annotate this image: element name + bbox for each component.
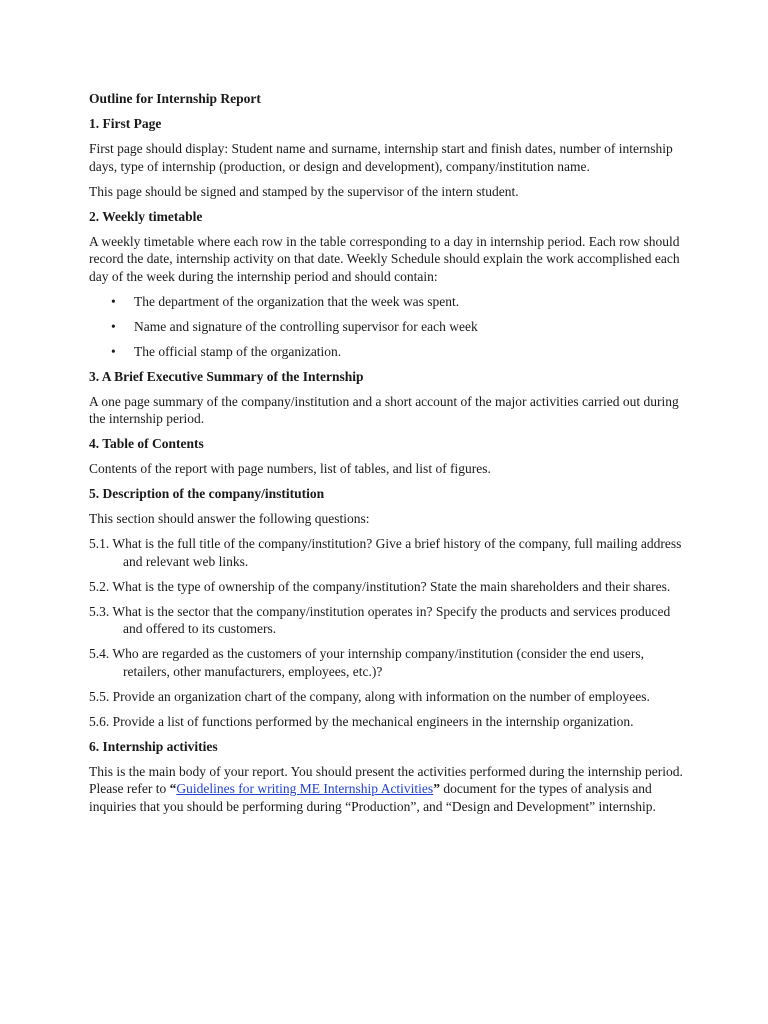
numbered-item: 5.2. What is the type of ownership of the company/institution? State the main shareholders and their shares. — [89, 578, 671, 594]
section-6-heading: 6. Internship activities — [89, 738, 218, 754]
document-title: Outline for Internship Report — [89, 91, 261, 106]
section-2-paragraph-1: A weekly timetable where each row in the table corresponding to a day in internship period. Each row should record the date, internship activity on that date. Weekly Schedule should explain the work accomplished each day of the week during the internship period and should contain: — [89, 233, 680, 284]
bullet-icon: • — [111, 293, 116, 309]
close-quote: ” — [433, 781, 440, 796]
section-3-paragraph-1: A one page summary of the company/institution and a short account of the major activities carried out during the internship period. — [89, 393, 679, 426]
bullet-icon: • — [111, 318, 116, 334]
guidelines-link[interactable]: Guidelines for writing ME Internship Activities — [176, 781, 434, 796]
document-body — [89, 90, 689, 823]
section-2-bullet-list — [89, 293, 689, 361]
open-quote: “ — [169, 781, 177, 796]
list-item-text: Name and signature of the controlling supervisor for each week — [134, 318, 478, 334]
paragraph-text: document for the types of analysis and inquiries that you should be performing during “Production”, and “Design and Development” internship. — [89, 781, 656, 814]
list-item — [89, 293, 689, 311]
paragraph-text: This is the main body of your report. You should present the activities performed during the internship period. Please refer to — [89, 763, 683, 796]
section-1-paragraph-1: First page should display: Student name and surname, internship start and finish dates, number of internship days, type of internship (production, or design and development), company/institution name. — [89, 141, 673, 174]
numbered-item: 5.3. What is the sector that the company/institution operates in? Specify the products and services produced and offered to its customers. — [89, 603, 671, 636]
section-6-paragraph-1 — [89, 763, 689, 816]
section-5-heading: 5. Description of the company/institution — [89, 486, 325, 501]
section-2-heading: 2. Weekly timetable — [89, 208, 203, 224]
section-3-heading: 3. A Brief Executive Summary of the Internship — [89, 368, 364, 384]
bullet-icon: • — [111, 343, 116, 359]
numbered-item: 5.1. What is the full title of the company/institution? Give a brief history of the company, full mailing address and relevant web links. — [89, 536, 682, 569]
section-4-heading: 4. Table of Contents — [89, 436, 204, 451]
list-item — [89, 318, 689, 336]
list-item — [89, 343, 689, 361]
section-1-heading: 1. First Page — [89, 116, 162, 131]
section-4-paragraph-1: Contents of the report with page numbers, list of tables, and list of figures. — [89, 461, 491, 476]
numbered-item: 5.4. Who are regarded as the customers of your internship company/institution (consider the end users, retailers, other manufacturers, employees, etc.)? — [89, 646, 644, 679]
section-1-paragraph-2: This page should be signed and stamped by the supervisor of the intern student. — [89, 183, 519, 199]
list-item-text: The department of the organization that the week was spent. — [134, 293, 460, 309]
list-item-text: The official stamp of the organization. — [134, 343, 342, 359]
numbered-item: 5.5. Provide an organization chart of the company, along with information on the number of employees. — [89, 688, 650, 704]
numbered-item: 5.6. Provide a list of functions performed by the mechanical engineers in the internship organization. — [89, 713, 634, 729]
section-5-intro: This section should answer the following questions: — [89, 511, 370, 526]
